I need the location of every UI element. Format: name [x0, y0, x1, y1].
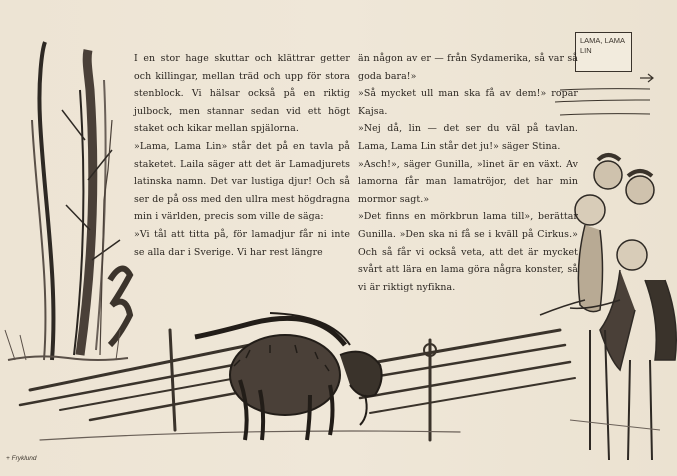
paragraph: »Vi tål att titta på, för lamadjur får ni inte se alla dar i Sverige. Vi har rest längre — [134, 228, 350, 258]
paragraph: »Det finns en mörkbrun lama till», berättar Gunilla. »Den ska ni få se i kväll på Cirkus.» Och så får vi också veta, att det är mycket svårt att lära en lama göra några konster, så vi är riktigt nyfikna. — [358, 211, 578, 293]
paragraph: I en stor hage skuttar och klättrar getter och killingar, mellan träd och upp för stora stenblock. Vi hälsar också på en riktig julbock, men stannar sedan vid ett högt staket och kikar mellan spjälorna. — [134, 53, 350, 135]
paragraph: »Lama, Lama Lin» står det på en tavla på staketet. Laila säger att det är Lamadjurets latinska namn. Det var lustiga djur! Och så ser de på oss med den ullra mest högdragna min i världen, precis som ville de säga: — [134, 140, 350, 223]
paragraph: »Så mycket ull man ska få av dem!» ropar Kajsa. — [358, 88, 578, 117]
artist-signature: + Fryklund — [6, 455, 37, 462]
sign-line-2: LIN — [580, 46, 592, 55]
goat — [195, 313, 382, 440]
paragraph: än någon av er — från Sydamerika, så var så goda bara!» — [358, 53, 578, 82]
trees — [5, 42, 130, 360]
lama-sign — [575, 32, 632, 72]
left-text-column — [134, 50, 350, 261]
paragraph: »Asch!», säger Gunilla, »linet är en växt. Av lamorna får man lamatröjor, det har min mormor sagt.» — [358, 158, 578, 205]
right-text-column — [358, 50, 578, 296]
sign-line-1: LAMA, LAMA — [580, 36, 626, 45]
paragraph: »Nej då, lin — det ser du väl på tavlan. Lama, Lama Lin står det ju!» säger Stina. — [358, 123, 578, 152]
